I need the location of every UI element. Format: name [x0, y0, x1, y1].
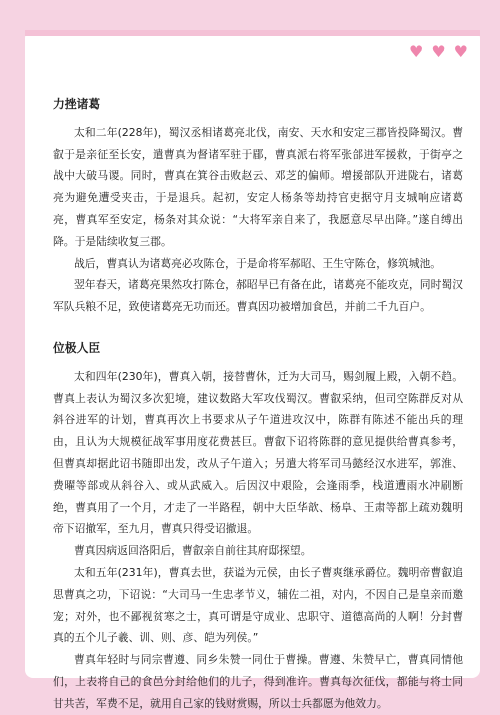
- heart-icon: ♥: [453, 42, 468, 61]
- heart-icon: ♥: [431, 42, 446, 61]
- section-title: 位极人臣: [53, 340, 101, 355]
- paragraph: 太和二年(228年)，蜀汉丞相诸葛亮北伐，南安、天水和安定三郡皆投降蜀汉。曹叡于是亲征至长安，遣曹真为督诸军驻于郿，曹真派右将军张郃进军援救，于街亭之战中大破马谡。同时，曹真在箕谷击败赵云、邓芝的偏师。增援部队开进陇右，诸葛亮为避免遭受夹击，于是退兵。起初，安定人杨条等劫持官吏据守月支城响应诸葛亮，曹真军至安定，杨条对其众说：“大将军亲自来了，我愿意尽早出降。”遂自缚出降。于是陆续收复三郡。: [53, 125, 463, 248]
- article-card: [25, 30, 480, 710]
- article-content: [53, 94, 463, 715]
- card-top-bar: [25, 30, 480, 36]
- paragraph: 曹真年轻时与同宗曹遵、同乡朱赞一同仕于曹操。曹遵、朱赞早亡，曹真同情他们，上表将自己的食邑分封给他们的儿子，得到准许。曹真每次征伐，都能与将士同甘共苦，军费不足，就用自己家的钱财赏赐，所以士兵都愿为他效力。: [53, 653, 463, 710]
- paragraph: 战后，曹真认为诸葛亮必攻陈仓，于是命将军郝昭、王生守陈仓，修筑城池。: [74, 256, 442, 270]
- section-title: 力挫诸葛: [53, 97, 101, 111]
- section-spacer: [53, 318, 463, 338]
- paragraph: 太和四年(230年)，曹真入朝，接替曹休，迁为大司马，赐剑履上殿，入朝不趋。曹真上表认为蜀汉多次犯境，建议数路大军攻伐蜀汉。曹叡采纳，但司空陈群反对从斜谷进军的计划，曹真再次上书要求从子午道进攻汉中，陈群有陈述不能出兵的理由，且认为大规模征战军事用度花费甚巨。曹叡下诏将陈群的意见提供给曹真参考，但曹真却据此诏书随即出发，改从子午道入；另遣大将军司马懿经汉水进军，郭淮、费曜等部或从斜谷入、或从武威入。后因汉中艰险，会逢雨季，栈道遭雨水冲刷断绝，曹真用了一个月，才走了一半路程，朝中大臣华歆、杨阜、王肃等都上疏劝魏明帝下诏撤军，至九月，曹真只得受诏撤退。: [53, 369, 463, 536]
- heart-decoration: [409, 44, 468, 60]
- paragraph: 曹真因病返回洛阳后，曹叡亲自前往其府邸探望。: [74, 544, 312, 558]
- paragraph: 翌年春天，诸葛亮果然攻打陈仓，郝昭早已有备在此，诸葛亮不能攻克，同时蜀汉军队兵粮不足，致使诸葛亮无功而还。曹真因功被增加食邑，并前二千九百户。: [53, 278, 463, 314]
- heart-icon: ♥: [408, 42, 424, 61]
- paragraph: 太和五年(231年)，曹真去世，获谥为元侯，由长子曹爽继承爵位。魏明帝曹叡追思曹真之功，下诏说：“大司马一生忠孝节义，辅佐二祖，对内，不因自己是皇亲而邀宠；对外，也不鄙视贫寒之士，真可谓是守成业、忠职守、道德高尚的人啊！分封曹真的五个儿子羲、训、则、彦、皑为列侯。”: [53, 565, 463, 645]
